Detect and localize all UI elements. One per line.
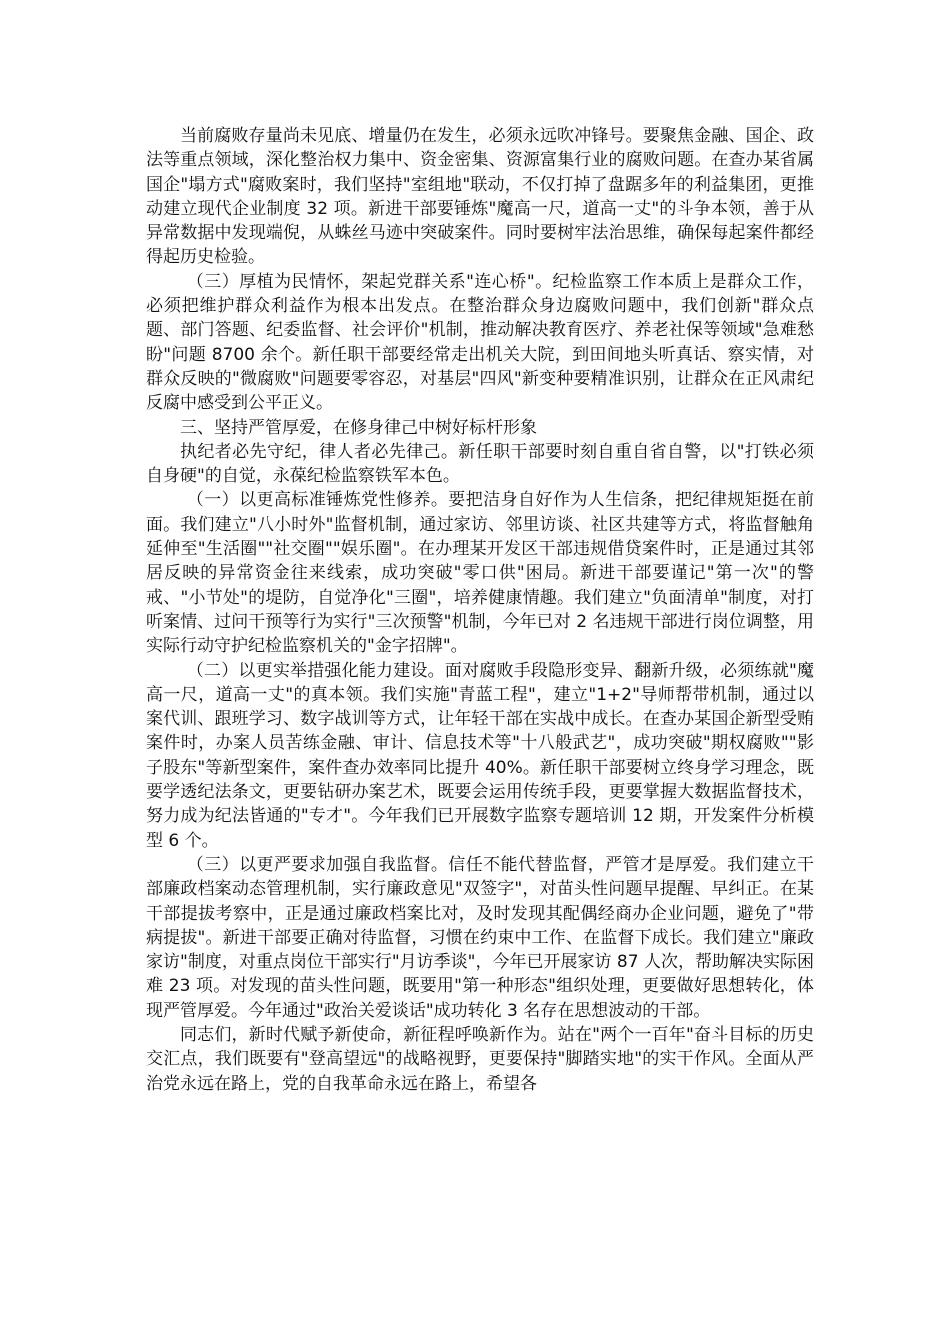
section-heading-strict-management: 三、坚持严管厚爱，在修身律己中树好标杆形象 [180, 417, 537, 438]
paragraph-focus-key-areas: 当前腐败存量尚未见底、增量仍在发生，必须永远吹冲锋号。要聚焦金融、国企、政法等重点领域，深化整治权力集中、资金密集、资源富集行业的腐败问题。在查办某省属国企"塌方式"腐败案时，我们坚持"室组地"联动，不仅打掉了盘踞多年的利益集团，更推动建立现代企业制度 32 项。新进干部要锤炼"魔高一尺，道高一丈"的斗争本领，善于从异常数据中发现端倪，从蛛丝马迹中突破案件。同时要树牢法治思维，确保每起案件都经得起历史检验。 [146, 126, 814, 268]
paragraph-party-spirit: （一）以更高标准锤炼党性修养。要把洁身自好作为人生信条，把纪律规矩挺在前面。我们建立"八小时外"监督机制，通过家访、邻里访谈、社区共建等方式，将监督触角延伸至"生活圈""社交圈""娱乐圈"。在办理某开发区干部违规借贷案件时，正是通过其邻居反映的异常资金往来线索，成功突破"零口供"困局。新进干部要谨记"第一次"的警戒、"小节处"的堤防，自觉净化"三圈"，培养健康情趣。我们建立"负面清单"制度，对打听案情、过问干预等行为实行"三次预警"机制，今年已对 2 名违规干部进行岗位调整，用实际行动守护纪检监察机关的"金字招牌"。 [146, 490, 814, 657]
document-body [146, 124, 814, 1096]
paragraph-capability-building: （二）以更实举措强化能力建设。面对腐败手段隐形变异、翻新升级，必须练就"魔高一尺，道高一丈"的真本领。我们实施"青蓝工程"，建立"1+2"导师帮带机制，通过以案代训、跟班学习、数字战训等方式，让年轻干部在实战中成长。在查办某国企新型受贿案件时，办案人员苦练金融、审计、信息技术等"十八般武艺"，成功突破"期权腐败""影子股东"等新型案件，案件查办效率同比提升 40%。新任职干部要树立终身学习理念，既要学透纪法条文，更要钻研办案艺术，既要会运用传统手段，更要掌握大数据监督技术，努力成为纪法皆通的"专才"。今年我们已开展数字监察专题培训 12 期，开发案件分析模型 6 个。 [146, 660, 814, 851]
paragraph-closing-remarks: 同志们，新时代赋予新使命，新征程呼唤新作为。站在"两个一百年"奋斗目标的历史交汇点，我们既要有"登高望远"的战略视野，更要保持"脚踏实地"的实干作风。全面从严治党永远在路上，党的自我革命永远在路上，希望各 [146, 1024, 814, 1094]
paragraph-section-3-people: （三）厚植为民情怀，架起党群关系"连心桥"。纪检监察工作本质上是群众工作，必须把维护群众利益作为根本出发点。在整治群众身边腐败问题中，我们创新"群众点题、部门答题、纪委监督、社会评价"机制，推动解决教育医疗、养老社保等领域"急难愁盼"问题 8700 余个。新任职干部要经常走出机关大院，到田间地头听真话、察实情，对群众反映的"微腐败"问题要零容忍，对基层"四风"新变种要精准识别，让群众在正风肃纪反腐中感受到公平正义。 [146, 271, 814, 414]
paragraph-self-supervision: （三）以更严要求加强自我监督。信任不能代替监督，严管才是厚爱。我们建立干部廉政档案动态管理机制，实行廉政意见"双签字"，对苗头性问题早提醒、早纠正。在某干部提拔考察中，正是通过廉政档案比对，及时发现其配偶经商办企业问题，避免了"带病提拔"。新进干部要正确对待监督，习惯在约束中工作、在监督下成长。我们建立"廉政家访"制度，对重点岗位干部实行"月访季谈"，今年已开展家访 87 人次，帮助解决实际困难 23 项。对发现的苗头性问题，既要用"第一种形态"组织处理，更要做好思想转化，体现严管厚爱。今年通过"政治关爱谈话"成功转化 3 名存在思想波动的干部。 [146, 854, 814, 1021]
paragraph-self-discipline-intro: 执纪者必先守纪，律人者必先律己。新任职干部要时刻自重自省自警，以"打铁必须自身硬"的自觉，永葆纪检监察铁军本色。 [146, 441, 814, 487]
